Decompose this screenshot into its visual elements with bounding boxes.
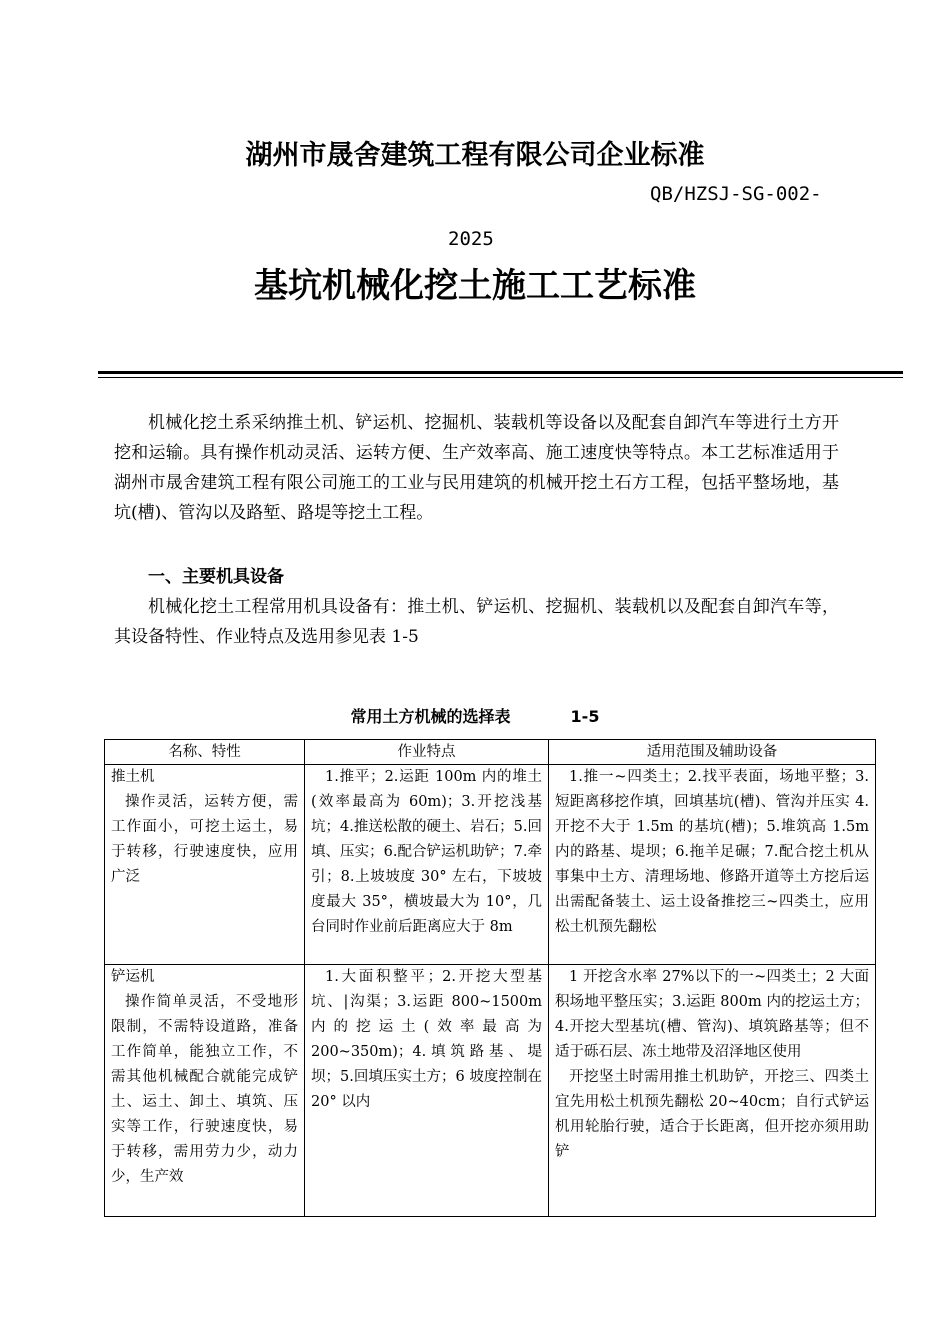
table-caption-title: 常用土方机械的选择表: [350, 707, 511, 726]
machine-name: 铲运机: [111, 969, 155, 985]
table-row: [105, 965, 876, 1217]
document-title: 基坑机械化挖土施工工艺标准: [254, 266, 696, 306]
table-row: [105, 765, 876, 965]
machine-features: 1.大面积整平；2.开挖大型基坑、|沟渠；3.运距 800~1500m 内的挖运土(效率最高为 200~350m)；4.填筑路基、堤坝；5.回填压实土方；6 坡度控制在 20° 以内: [311, 969, 542, 1110]
section-paragraph-equipment: 机械化挖土工程常用机具设备有：推土机、铲运机、挖掘机、装载机以及配套自卸汽车等，其设备特性、作业特点及选用参见表 1-5: [114, 597, 839, 647]
machine-description: 操作简单灵活，不受地形限制，不需特设道路，准备工作简单，能独立工作，不需其他机械配合就能完成铲土、运土、卸土、填筑、压实等工作，行驶速度快，易于转移，需用劳力少，动力少，生产效: [111, 994, 298, 1185]
header-rule-thick: [98, 371, 903, 374]
company-standard-title: 湖州市晟舍建筑工程有限公司企业标准: [245, 140, 705, 171]
features-cell: [305, 765, 549, 965]
intro-paragraph: 机械化挖土系采纳推土机、铲运机、挖掘机、装载机等设备以及配套自卸汽车等进行土方开挖和运输。具有操作机动灵活、运转方便、生产效率高、施工速度快等特点。本工艺标准适用于湖州市晟舍建筑工程有限公司施工的工业与民用建筑的机械开挖土石方工程，包括平整场地，基坑(槽)、管沟以及路堑、路堤等挖土工程。: [114, 413, 839, 523]
table-caption-number: 1-5: [570, 707, 600, 726]
scope-cell: [549, 765, 876, 965]
machine-features: 1.推平；2.运距 100m 内的堆土(效率最高为 60m)；3.开挖浅基坑；4.推送松散的硬土、岩石；5.回填、压实；6.配合铲运机助铲；7.牵引；8.上坡坡度 30° 左右，下坡坡度最大 35°，横坡最大为 10°，几台同时作业前后距离应大于 8m: [311, 769, 542, 935]
machinery-selection-table: [104, 739, 876, 1217]
machine-name: 推土机: [111, 769, 155, 785]
header-scope: 适用范围及辅助设备: [549, 740, 876, 765]
machine-scope: 1 开挖含水率 27%以下的一~四类土；2 大面积场地平整压实；3.运距 800m 内的挖运土方；4.开挖大型基坑(槽、管沟)、填筑路基等；但不适于砾石层、冻土地带及沼泽地区使用: [555, 969, 869, 1060]
table-caption: [0, 704, 950, 727]
section-heading-equipment: 一、主要机具设备: [148, 567, 284, 587]
header-rule-thin: [98, 377, 903, 378]
table-header-row: [105, 740, 876, 765]
standard-code-line2: 2025: [448, 228, 494, 250]
name-cell: [105, 965, 305, 1217]
machine-scope-extra: 开挖坚土时需用推土机助铲，开挖三、四类土宜先用松土机预先翻松 20~40cm；自行式铲运机用轮胎行驶，适合于长距离，但开挖亦须用助铲: [555, 1069, 869, 1160]
header-features: 作业特点: [305, 740, 549, 765]
machine-description: 操作灵活，运转方便，需工作面小，可挖土运土，易于转移，行驶速度快，应用广泛: [111, 794, 298, 885]
machine-scope: 1.推一~四类土；2.找平表面，场地平整；3.短距离移挖作填，回填基坑(槽)、管沟并压实 4.开挖不大于 1.5m 的基坑(槽)；5.堆筑高 1.5m 内的路基、堤坝；6.拖羊足碾；7.配合挖土机从事集中土方、清理场地、修路开道等土方挖后运出需配备装土、运土设备推挖三~四类土，应用松土机预先翻松: [555, 769, 869, 935]
features-cell: [305, 965, 549, 1217]
header-name: 名称、特性: [105, 740, 305, 765]
standard-code-line1: QB/HZSJ-SG-002-: [650, 183, 822, 205]
name-cell: [105, 765, 305, 965]
scope-cell: [549, 965, 876, 1217]
